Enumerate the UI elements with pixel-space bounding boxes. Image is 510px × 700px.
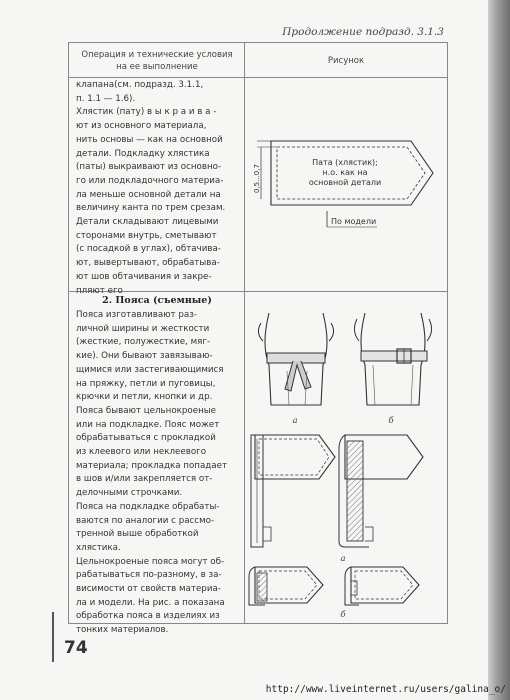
tab-label-line-1: Пата (хлястик);	[312, 158, 378, 167]
figure-label-a: а	[292, 416, 298, 426]
buckled-belt-illustration	[354, 313, 431, 405]
footer-url: http://www.liveinternet.ru/users/galina_o/	[265, 684, 506, 695]
margin-bar	[52, 612, 54, 662]
tab-figure	[247, 123, 445, 233]
belt-end-diagram-a1	[251, 435, 335, 547]
row2-text: Пояса изготавливают раз- личной ширины и жесткости (жесткие, полужесткие, мяг- кие). Они бывают завязываю- щимися или застегивающимися на пряжку, петли и пуговицы, крючки и петли, кнопки и др. Пояса бывают цельнокроеные или на подкладке. Пояс может обрабатываться с прокладкой из клеевого или неклеевого материала; прокладка попадает в шов и/или закрепляется от- делочными строчками. Пояса на подкладке обрабаты- ваются по аналогии с рассмо- тренной выше обработкой хлястика. Цельнокроеные пояса могут об- рабатываться по-разному, в за- висимости от свойств материа- ла и модели. На рис. а показана обработка пояса в изделиях из тонких материалов.	[76, 310, 228, 636]
belt-end-diagram-b2	[345, 567, 419, 605]
column-divider	[244, 43, 245, 623]
tab-label-line-3: основной детали	[308, 178, 382, 187]
figure-label-b: б	[388, 416, 394, 426]
belt-figures	[247, 305, 445, 621]
tied-belt-illustration	[258, 313, 333, 405]
col2-header: Рисунок	[327, 56, 365, 66]
section-header: Продолжение подразд. 3.1.3	[282, 26, 444, 38]
figure-label-b2: б	[340, 610, 346, 620]
instruction-table	[68, 42, 448, 636]
row1-text: клапана(см. подразд. 3.1.1, п. 1.1 — 1.6). Хлястик (пату) в ы к р а и в а - ют из основного материала, нить основы — как на основной детали. Подкладку хлястика (паты) выкраивают из основно- го или подкладочного материа- ла меньше основной детали на величину канта по трем срезам. Детали складывают лицевыми сторонами внутрь, сметывают (с посадкой в углах), обтачива- ют, вывертывают, обрабатыва- ют шов обтачивания и закре- пляют его	[76, 80, 226, 296]
book-binding-shadow	[488, 0, 510, 700]
col1-header: Операция и технические условия на ее выполнение	[81, 50, 233, 72]
page-number: 74	[64, 638, 88, 658]
belt-end-diagram-b1	[249, 567, 323, 605]
section-title: 2. Пояса (съемные)	[102, 295, 212, 306]
header-rule	[69, 77, 447, 78]
tab-label-line-2: н.о. как на	[322, 168, 368, 177]
dimension-label: 0,5...0,7	[253, 164, 261, 193]
grain-label: По модели	[331, 217, 377, 226]
belt-end-diagram-a2	[339, 435, 423, 547]
figure-label-a2: а	[340, 554, 346, 564]
